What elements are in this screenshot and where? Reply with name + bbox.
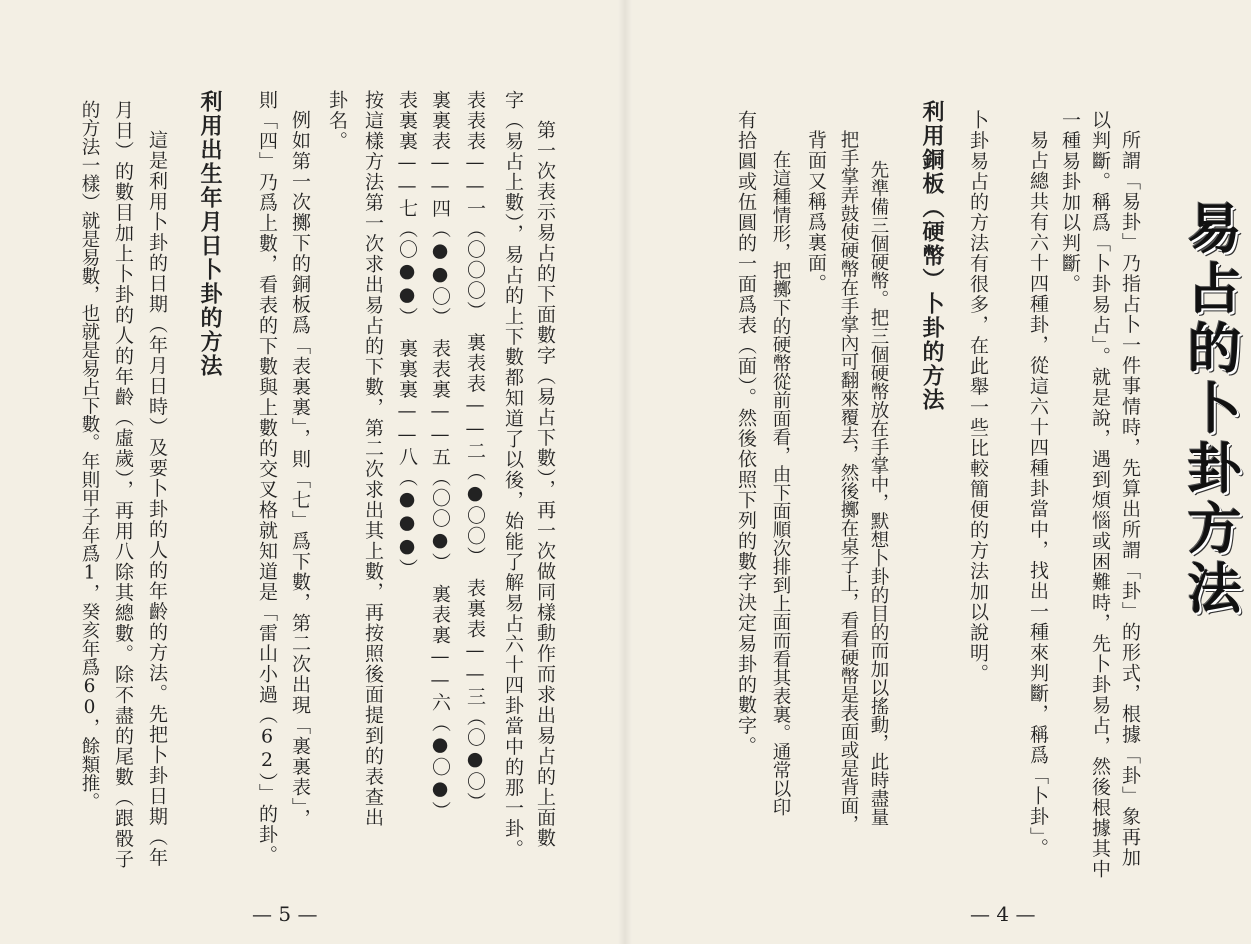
section-heading: 利用銅板（硬幣）卜卦的方法 [919, 100, 945, 412]
text-column: 以判斷。稱爲「卜卦易占」。就是說，遇到煩惱或困難時，先卜卦易占，然後根據其中 [1089, 110, 1111, 880]
text-column: 卜卦易占的方法有很多，在此舉一些比較簡便的方法加以說明。 [967, 110, 989, 684]
text-column: 在這種情形，把擲下的硬幣從前面看，由下面順次排到上面而看其表裏。通常以印 [770, 150, 791, 816]
text-column: 卦名。 [326, 90, 348, 152]
text-column: 月日）的數目加上卜卦的人的年齡（虛歲），再用八除其總數。除不盡的尾數（跟骰子 [112, 100, 134, 870]
text-column: 例如第一次擲下的銅板爲「表裏裏」，則「七」爲下數，第二次出現「裏裏表」， [289, 110, 311, 829]
text-column: 的方法一樣）就是易數，也就是易占下數。年則甲子年爲1，癸亥年爲60，餘類推。 [79, 100, 100, 811]
text-column: 所謂「易卦」乃指占卜一件事情時，先算出所謂「卦」的形式，根據「卦」象再加 [1119, 130, 1141, 868]
page-title: 易占的卜卦方法 [1179, 200, 1243, 620]
left-page [0, 0, 625, 944]
right-page [625, 0, 1251, 944]
text-column: 先準備三個硬幣。把三個硬幣放在手掌中，默想卜卦的目的而加以搖動，此時盡量 [868, 160, 889, 826]
text-column: 表裏裏——七（〇●●） 裏裏裏——八（●●●） [396, 90, 418, 579]
text-column: 背面又稱爲裏面。 [805, 130, 827, 294]
text-column: 把手掌弄鼓使硬幣在手掌內可翻來覆去，然後擲在桌子上，看看硬幣是表面或是背面， [838, 130, 859, 833]
text-column: 裏裏表——四（●●〇） 表表裏——五（〇〇●） 裏表裏——六（●〇●） [429, 90, 451, 822]
text-column: 按這樣方法第一次求出易占的下數，第二次求出其上數，再按照後面提到的表查出 [362, 90, 384, 828]
text-column: 則「四」乃爲上數，看表的下數與上數的交叉格就知道是「雷山小過（62）」的卦。 [256, 90, 278, 866]
page-number: — 4 — [970, 902, 1036, 926]
text-column: 字（易占上數），易占的上下數都知道了以後，始能了解易占六十四卦當中的那一卦。 [502, 90, 524, 860]
text-column: 第一次表示易占的下面數字（易占下數），再一次做同樣動作而求出易占的上面數 [534, 120, 556, 849]
text-column: 表表表——一（〇〇〇） 裏表表——二（●〇〇） 表裏表——三（〇●〇） [464, 90, 486, 813]
text-column: 易占總共有六十四種卦，從這六十四種卦當中，找出一種來判斷，稱爲「卜卦」。 [1027, 130, 1049, 859]
text-column: 有拾圓或伍圓的一面爲表（面）。然後依照下列的數字決定易卦的數字。 [735, 110, 757, 757]
text-column: 這是利用卜卦的日期（年月日時）及要卜卦的人的年齡的方法。先把卜卦日期（年 [146, 130, 168, 868]
page-number: — 5 — [252, 902, 318, 926]
section-heading: 利用出生年月日卜卦的方法 [197, 90, 223, 378]
text-column: 一種易卦加以判斷。 [1059, 110, 1081, 295]
